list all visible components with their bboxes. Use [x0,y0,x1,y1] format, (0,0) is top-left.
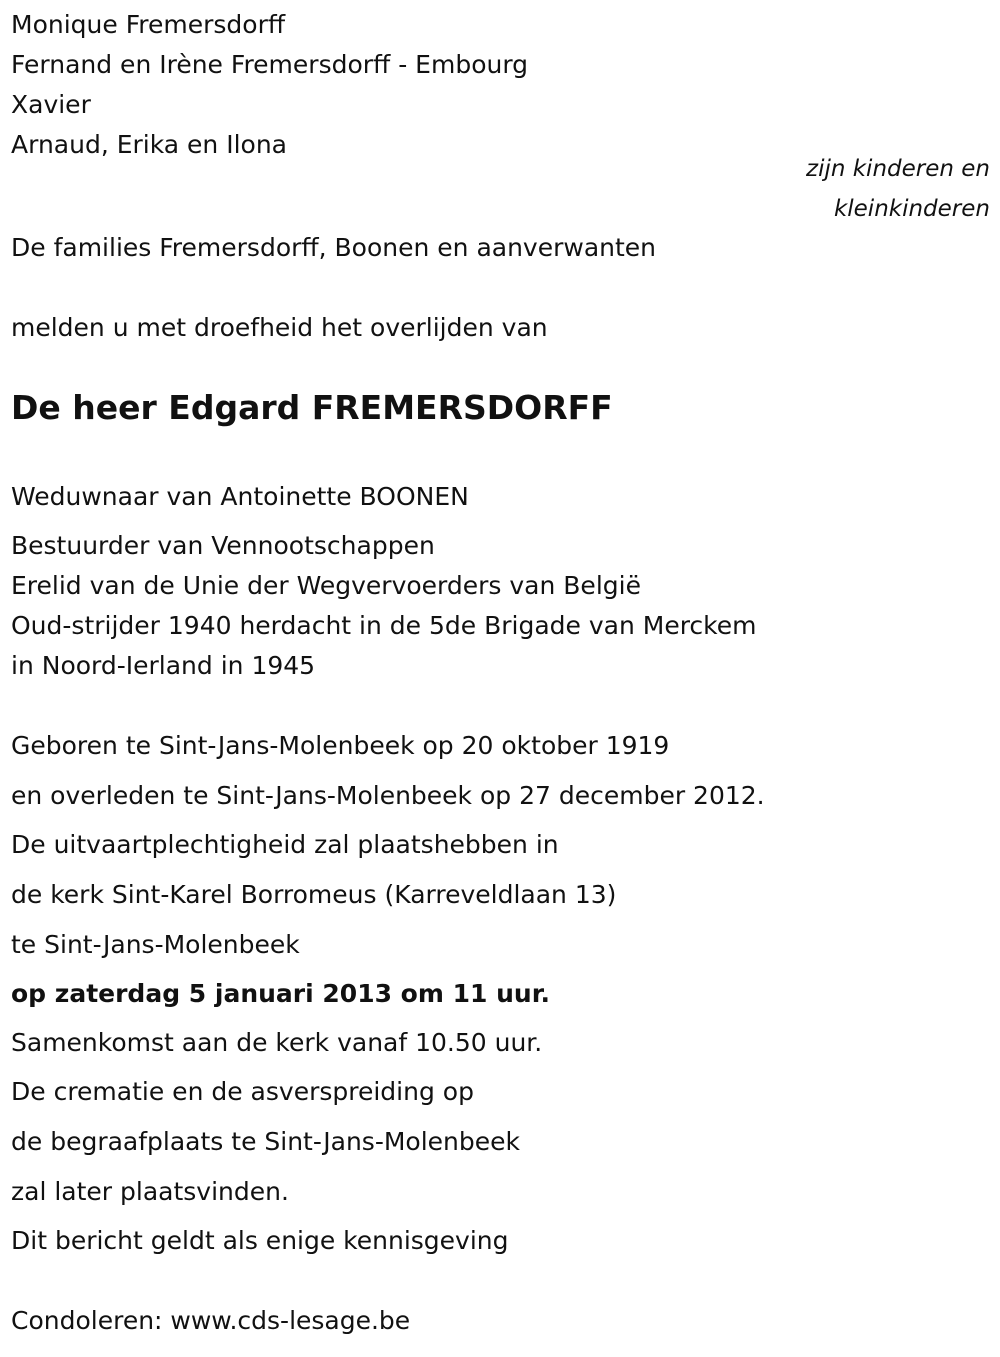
detail-line: Erelid van de Unie der Wegvervoerders van België [11,571,641,600]
family-member: Fernand en Irène Fremersdorff - Embourg [11,50,529,79]
detail-line: Weduwnaar van Antoinette BOONEN [11,482,469,511]
deceased-name: De heer Edgard FREMERSDORFF [11,388,613,427]
relation-label-line1: zijn kinderen en [806,156,990,182]
family-member: Monique Fremersdorff [11,10,286,39]
birth-info: Geboren te Sint-Jans-Molenbeek op 20 oktober 1919 [11,731,670,760]
detail-line: Oud-strijder 1940 herdacht in de 5de Brigade van Merckem [11,611,757,640]
family-member: Xavier [11,90,91,119]
relation-label-line2: kleinkinderen [833,196,990,222]
notice-text: Dit bericht geldt als enige kennisgeving [11,1226,509,1255]
detail-line: in Noord-Ierland in 1945 [11,651,316,680]
family-member: Arnaud, Erika en Ilona [11,130,287,159]
funeral-place: te Sint-Jans-Molenbeek [11,930,300,959]
cremation-line: zal later plaatsvinden. [11,1177,289,1206]
funeral-intro: De uitvaartplechtigheid zal plaatshebben in [11,830,559,859]
church-location: de kerk Sint-Karel Borromeus (Karreveldlaan 13) [11,880,617,909]
extended-families: De families Fremersdorff, Boonen en aanverwanten [11,233,657,262]
detail-line: Bestuurder van Vennootschappen [11,531,435,560]
condolences-link[interactable]: Condoleren: www.cds-lesage.be [11,1306,411,1335]
cremation-line: de begraafplaats te Sint-Jans-Molenbeek [11,1127,520,1156]
announcement-text: melden u met droefheid het overlijden van [11,313,548,342]
funeral-date-time: op zaterdag 5 januari 2013 om 11 uur. [11,979,550,1008]
death-info: en overleden te Sint-Jans-Molenbeek op 27 december 2012. [11,781,765,810]
gathering-info: Samenkomst aan de kerk vanaf 10.50 uur. [11,1028,543,1057]
cremation-line: De crematie en de asverspreiding op [11,1077,474,1106]
